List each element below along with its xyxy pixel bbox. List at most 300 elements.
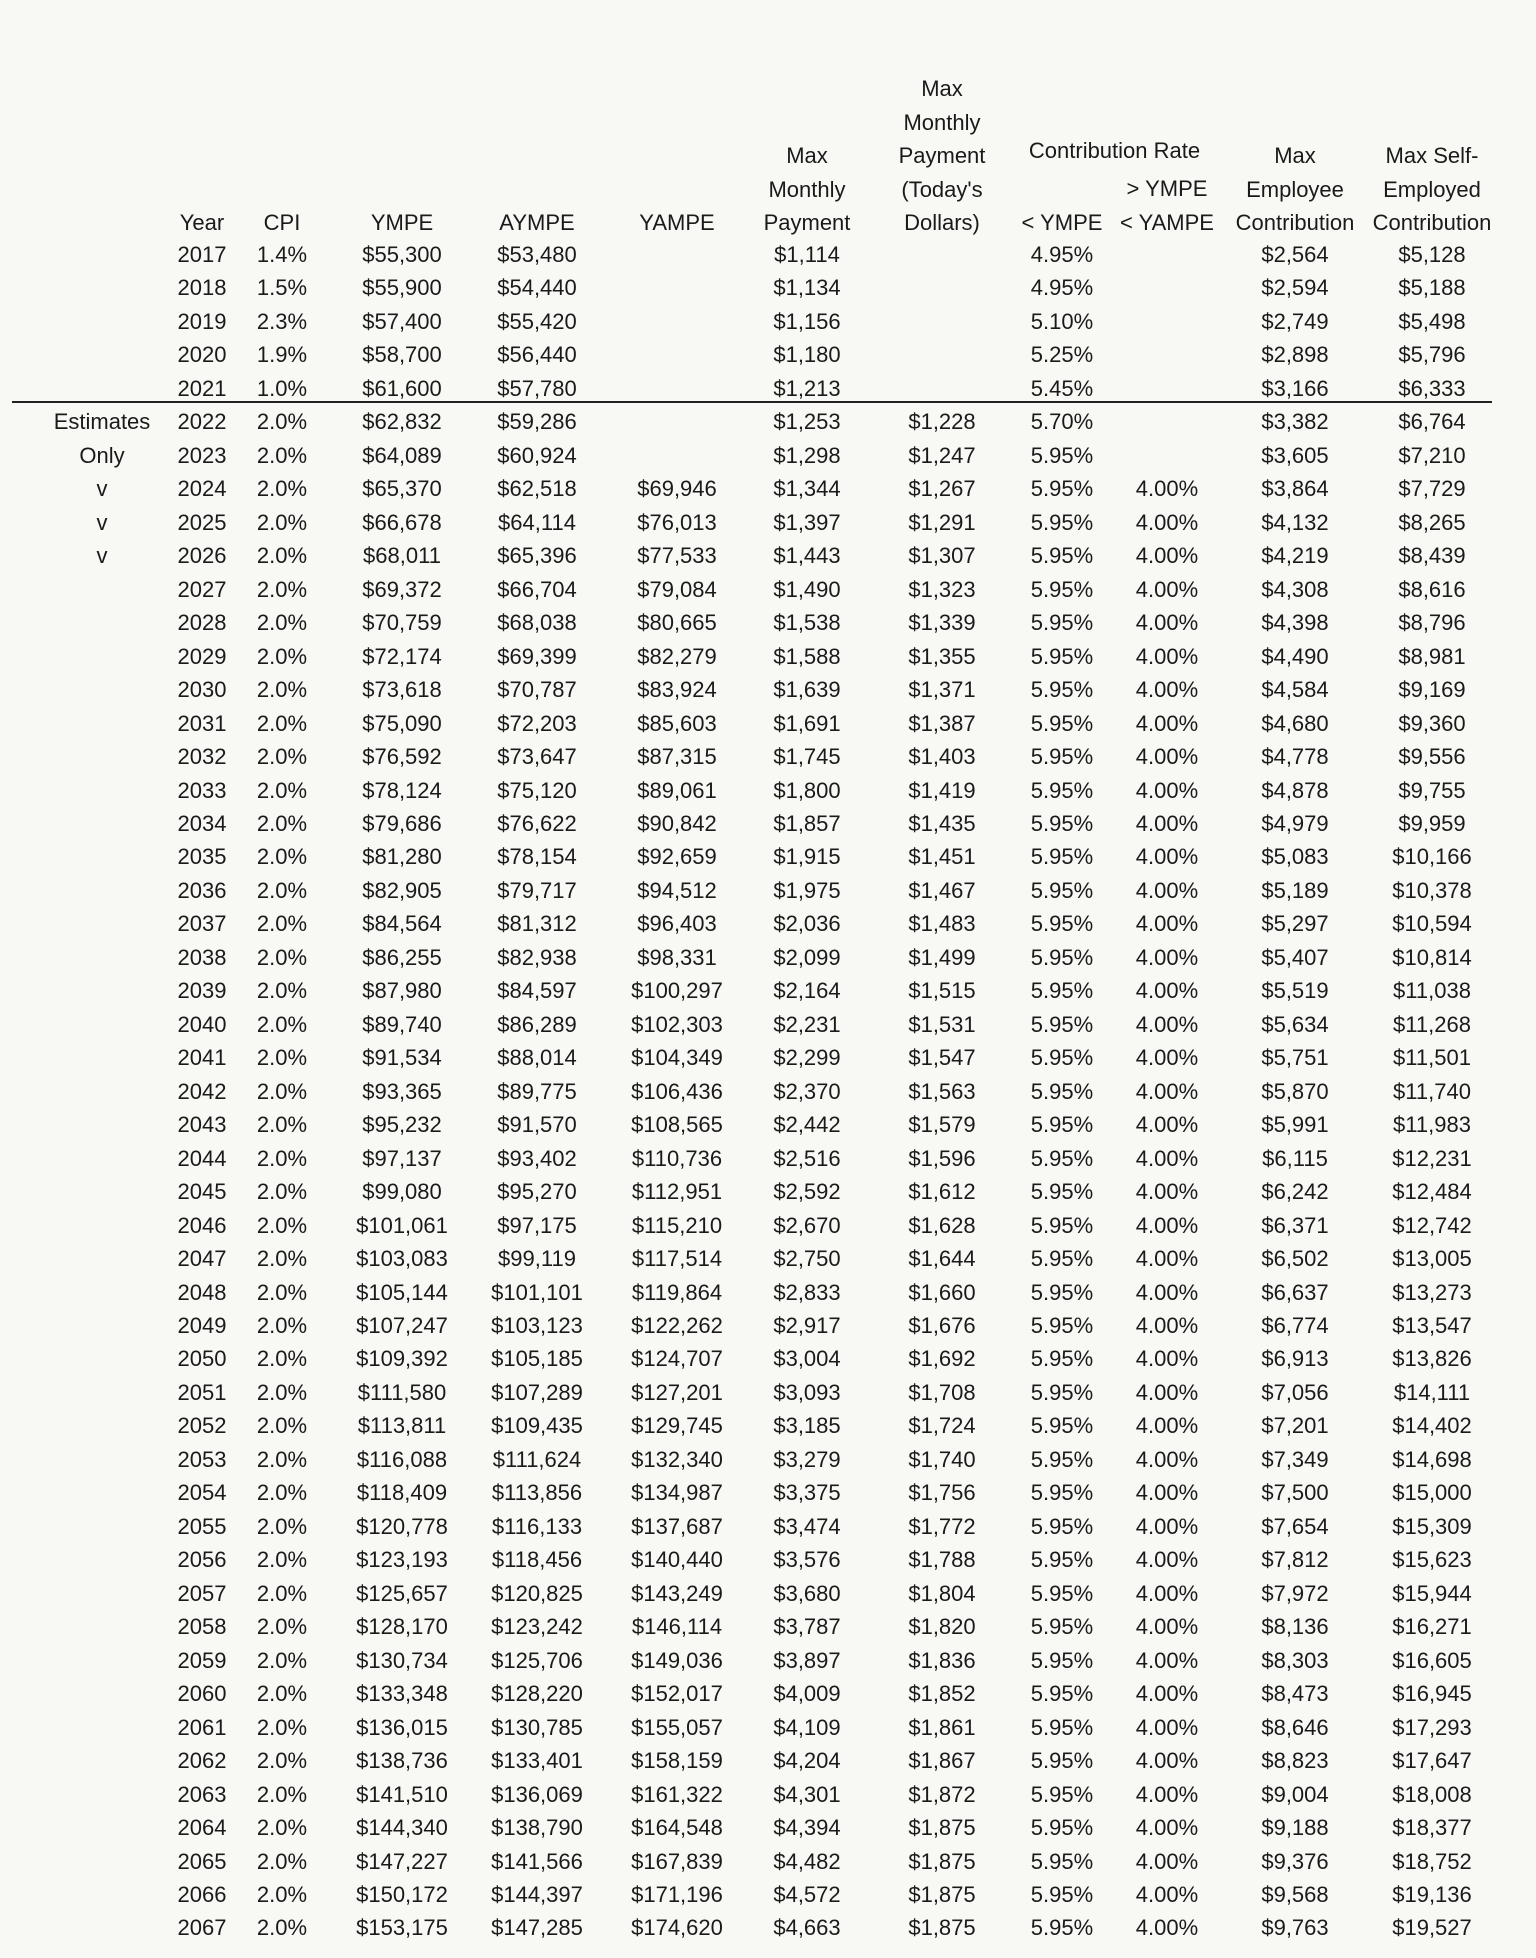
cell-rate-below-ympe: 5.95% <box>1030 777 1094 803</box>
cell-yampe: $174,620 <box>631 1915 723 1941</box>
cell-cpi: 2.0% <box>256 1647 308 1673</box>
cell-rate-below-ympe: 5.95% <box>1030 1112 1094 1138</box>
cell-max-self-employed-contribution: $18,008 <box>1392 1781 1472 1807</box>
table-row <box>12 372 1492 405</box>
cell-max-employee-contribution: $4,398 <box>1261 610 1329 636</box>
cell-max-self-employed-contribution: $9,959 <box>1398 810 1466 836</box>
cell-yampe: $137,687 <box>631 1513 723 1539</box>
cell-aympe: $75,120 <box>497 777 577 803</box>
cell-max-monthly-payment: $4,009 <box>773 1681 841 1707</box>
header-max-employee-line: Employee <box>1246 176 1344 202</box>
cell-max-monthly-payment-todays: $1,836 <box>908 1647 976 1673</box>
cell-year: 2033 <box>177 777 227 803</box>
cell-max-employee-contribution: $2,898 <box>1261 342 1329 368</box>
cell-aympe: $66,704 <box>497 576 577 602</box>
cell-year: 2038 <box>177 944 227 970</box>
cell-aympe: $133,401 <box>491 1748 583 1774</box>
cell-max-employee-contribution: $4,979 <box>1261 810 1329 836</box>
cell-max-monthly-payment-todays: $1,403 <box>908 744 976 770</box>
cell-max-monthly-payment-todays: $1,708 <box>908 1379 976 1405</box>
table-row <box>12 1108 1492 1141</box>
cell-max-employee-contribution: $2,564 <box>1261 242 1329 267</box>
cell-aympe: $136,069 <box>491 1781 583 1807</box>
cell-max-monthly-payment-todays: $1,467 <box>908 877 976 903</box>
cell-cpi: 2.0% <box>256 1513 308 1539</box>
cell-ympe: $76,592 <box>362 744 442 770</box>
cell-max-employee-contribution: $8,823 <box>1261 1748 1329 1774</box>
cell-rate-below-ympe: 5.95% <box>1030 1346 1094 1372</box>
cell-max-monthly-payment: $3,004 <box>773 1346 841 1372</box>
header-max-self-employed-line: Employed <box>1383 176 1481 202</box>
cell-aympe: $57,780 <box>497 375 577 401</box>
cell-max-monthly-payment-todays: $1,451 <box>908 844 976 870</box>
cell-rate-below-ympe: 5.95% <box>1030 1246 1094 1272</box>
cell-rate-between-ympe-yampe: 4.00% <box>1135 1078 1199 1104</box>
cell-ympe: $128,170 <box>356 1614 448 1640</box>
cell-cpi: 1.5% <box>256 275 308 301</box>
cell-rate-below-ympe: 5.95% <box>1030 1915 1094 1941</box>
cell-cpi: 2.0% <box>256 476 308 502</box>
cell-year: 2039 <box>177 978 227 1004</box>
cell-max-monthly-payment: $3,474 <box>773 1513 841 1539</box>
cell-rate-below-ympe: 5.95% <box>1030 1212 1094 1238</box>
header-max-self-employed-line: Contribution <box>1372 210 1492 236</box>
table-row <box>12 1008 1492 1041</box>
cell-ympe: $70,759 <box>362 610 442 636</box>
cell-year: 2063 <box>177 1781 227 1807</box>
cell-max-employee-contribution: $4,308 <box>1261 576 1329 602</box>
cell-max-self-employed-contribution: $10,814 <box>1392 944 1472 970</box>
cell-max-monthly-payment: $1,443 <box>773 543 841 569</box>
cell-year: 2054 <box>177 1480 227 1506</box>
cell-yampe: $164,548 <box>631 1815 723 1841</box>
table-row <box>12 1711 1492 1744</box>
cell-year: 2031 <box>177 710 227 736</box>
cell-aympe: $95,270 <box>497 1179 577 1205</box>
cell-aympe: $84,597 <box>497 978 577 1004</box>
cell-aympe: $144,397 <box>491 1881 583 1907</box>
cell-ympe: $86,255 <box>362 944 442 970</box>
cell-cpi: 2.0% <box>256 1279 308 1305</box>
cell-cpi: 2.0% <box>256 1246 308 1272</box>
cell-cpi: 1.4% <box>256 242 308 267</box>
cell-cpi: 2.0% <box>256 509 308 535</box>
cell-ympe: $82,905 <box>362 877 442 903</box>
cell-max-employee-contribution: $7,654 <box>1261 1513 1329 1539</box>
cell-max-monthly-payment: $2,036 <box>773 911 841 937</box>
header-cpi: CPI <box>263 210 301 235</box>
cell-year: 2041 <box>177 1045 227 1071</box>
cell-cpi: 2.0% <box>256 409 308 435</box>
cell-max-self-employed-contribution: $5,796 <box>1398 342 1466 368</box>
cell-cpi: 2.0% <box>256 710 308 736</box>
cell-cpi: 2.0% <box>256 1313 308 1338</box>
cell-rate-between-ympe-yampe <box>1102 305 1232 338</box>
cell-ympe: $107,247 <box>356 1313 448 1338</box>
cell-yampe: $89,061 <box>637 777 717 803</box>
cell-max-monthly-payment: $1,298 <box>773 442 841 468</box>
header-max-monthly-payment-line: Monthly <box>768 176 846 202</box>
cell-max-employee-contribution: $7,972 <box>1261 1580 1329 1606</box>
cell-cpi: 1.9% <box>256 342 308 368</box>
estimates-note: v <box>96 543 108 569</box>
cell-max-employee-contribution: $7,349 <box>1261 1446 1329 1472</box>
table-row <box>12 1175 1492 1208</box>
cell-ympe: $78,124 <box>362 777 442 803</box>
cell-max-self-employed-contribution: $15,309 <box>1392 1513 1472 1539</box>
cell-ympe: $111,580 <box>357 1379 447 1405</box>
cell-max-employee-contribution: $6,502 <box>1261 1246 1329 1272</box>
cell-max-monthly-payment: $1,800 <box>773 777 841 803</box>
cell-max-monthly-payment: $4,663 <box>773 1915 841 1941</box>
cell-rate-below-ympe: 5.95% <box>1030 1881 1094 1907</box>
cell-rate-between-ympe-yampe: 4.00% <box>1135 1446 1199 1472</box>
header-max-self-employed-contribution <box>1357 139 1507 240</box>
cell-rate-below-ympe: 5.95% <box>1030 744 1094 770</box>
cell-aympe: $65,396 <box>497 543 577 569</box>
cell-max-monthly-payment-todays: $1,435 <box>908 810 976 836</box>
cell-max-employee-contribution: $3,605 <box>1261 442 1329 468</box>
cell-rate-below-ympe: 5.70% <box>1030 409 1094 435</box>
header-rate-below-ympe: < YMPE <box>1021 210 1103 235</box>
cell-ympe: $73,618 <box>362 677 442 703</box>
cell-rate-between-ympe-yampe: 4.00% <box>1135 1547 1199 1573</box>
cell-aympe: $86,289 <box>497 1011 577 1037</box>
cell-year: 2044 <box>177 1145 227 1171</box>
cell-max-self-employed-contribution: $10,378 <box>1392 877 1472 903</box>
cell-rate-between-ympe-yampe: 4.00% <box>1135 844 1199 870</box>
cell-max-self-employed-contribution: $10,594 <box>1392 911 1472 937</box>
cell-rate-below-ympe: 5.95% <box>1030 810 1094 836</box>
cell-yampe: $127,201 <box>631 1379 723 1405</box>
cell-yampe: $87,315 <box>637 744 717 770</box>
cell-ympe: $91,534 <box>362 1045 442 1071</box>
table-body <box>12 238 1492 1945</box>
cell-rate-between-ympe-yampe: 4.00% <box>1135 610 1199 636</box>
cell-cpi: 2.0% <box>256 1413 308 1439</box>
cell-aympe: $88,014 <box>497 1045 577 1071</box>
header-todays-dollars-line: (Today's <box>901 176 983 202</box>
cell-max-self-employed-contribution: $10,166 <box>1392 844 1472 870</box>
cell-yampe: $129,745 <box>631 1413 723 1439</box>
cell-max-employee-contribution: $6,115 <box>1262 1145 1328 1171</box>
cell-rate-below-ympe: 5.95% <box>1030 1413 1094 1439</box>
cell-aympe: $55,420 <box>497 308 577 334</box>
cell-year: 2040 <box>177 1011 227 1037</box>
table-row <box>12 1878 1492 1911</box>
estimates-note: v <box>96 476 108 502</box>
cell-ympe: $87,980 <box>362 978 442 1004</box>
cell-cpi: 2.0% <box>256 1011 308 1037</box>
header-max-employee-contribution <box>1220 139 1370 240</box>
cell-max-monthly-payment: $1,213 <box>773 375 841 401</box>
cell-aympe: $72,203 <box>497 710 577 736</box>
cell-yampe: $100,297 <box>631 978 723 1004</box>
cell-max-monthly-payment-todays: $1,228 <box>908 409 976 435</box>
table-row <box>12 1342 1492 1375</box>
cell-ympe: $95,232 <box>362 1112 442 1138</box>
cell-max-employee-contribution: $9,763 <box>1261 1915 1329 1941</box>
cell-year: 2018 <box>177 275 227 301</box>
cell-max-monthly-payment-todays: $1,612 <box>908 1179 976 1205</box>
cell-max-monthly-payment: $1,745 <box>773 744 841 770</box>
cell-ympe: $66,678 <box>362 509 442 535</box>
cell-yampe: $167,839 <box>631 1848 723 1874</box>
cell-rate-below-ympe: 5.95% <box>1030 1145 1094 1171</box>
cell-rate-below-ympe: 5.45% <box>1030 375 1094 401</box>
cell-rate-between-ympe-yampe: 4.00% <box>1135 877 1199 903</box>
cell-year: 2048 <box>177 1279 227 1305</box>
cell-cpi: 2.0% <box>256 1915 308 1941</box>
cell-ympe: $62,832 <box>362 409 442 435</box>
cell-yampe: $152,017 <box>631 1681 723 1707</box>
cell-max-self-employed-contribution: $11,983 <box>1393 1112 1471 1138</box>
cell-aympe: $118,456 <box>491 1547 583 1573</box>
cell-rate-below-ympe: 5.95% <box>1030 911 1094 937</box>
cell-aympe: $120,825 <box>491 1580 583 1606</box>
cell-max-monthly-payment-todays: $1,371 <box>908 677 976 703</box>
cell-max-employee-contribution: $5,083 <box>1261 844 1329 870</box>
cell-year: 2037 <box>177 911 227 937</box>
cell-yampe: $134,987 <box>631 1480 723 1506</box>
cell-max-monthly-payment: $3,185 <box>773 1413 841 1439</box>
cell-aympe: $101,101 <box>491 1279 583 1305</box>
cell-max-monthly-payment-todays: $1,676 <box>908 1313 976 1338</box>
cell-cpi: 2.0% <box>256 1145 308 1171</box>
cell-rate-below-ympe: 4.95% <box>1030 275 1094 301</box>
cell-aympe: $70,787 <box>497 677 577 703</box>
cell-aympe: $107,289 <box>491 1379 583 1405</box>
cell-rate-below-ympe: 5.10% <box>1030 308 1094 334</box>
cell-max-monthly-payment-todays: $1,483 <box>908 911 976 937</box>
cell-max-self-employed-contribution: $18,752 <box>1392 1848 1472 1874</box>
cell-rate-below-ympe: 5.95% <box>1030 1748 1094 1774</box>
cell-ympe: $113,811 <box>357 1413 447 1439</box>
cell-ympe: $69,372 <box>362 576 442 602</box>
cell-max-self-employed-contribution: $8,796 <box>1398 610 1466 636</box>
cell-yampe: $143,249 <box>631 1580 723 1606</box>
cell-max-monthly-payment-todays: $1,772 <box>908 1513 976 1539</box>
table-row <box>12 439 1492 472</box>
cell-year: 2023 <box>177 442 227 468</box>
cell-max-employee-contribution: $7,500 <box>1261 1480 1329 1506</box>
cell-max-monthly-payment-todays: $1,875 <box>908 1881 976 1907</box>
cell-max-self-employed-contribution: $16,271 <box>1392 1614 1472 1640</box>
cell-rate-below-ympe: 5.95% <box>1030 710 1094 736</box>
cell-max-self-employed-contribution: $13,826 <box>1392 1346 1472 1372</box>
cell-max-employee-contribution: $8,646 <box>1261 1714 1329 1740</box>
cell-max-monthly-payment-todays: $1,355 <box>908 643 976 669</box>
cell-max-monthly-payment: $2,231 <box>773 1011 841 1037</box>
cell-max-monthly-payment: $4,572 <box>773 1881 841 1907</box>
cell-rate-between-ympe-yampe: 4.00% <box>1135 1781 1199 1807</box>
cell-max-monthly-payment: $3,279 <box>773 1446 841 1472</box>
cell-ympe: $136,015 <box>356 1714 448 1740</box>
cell-rate-below-ympe: 5.95% <box>1030 610 1094 636</box>
cell-max-monthly-payment-todays: $1,419 <box>908 777 976 803</box>
cell-max-monthly-payment: $2,164 <box>773 978 841 1004</box>
cell-year: 2042 <box>177 1078 227 1104</box>
cell-yampe: $171,196 <box>631 1881 723 1907</box>
cell-max-self-employed-contribution: $18,377 <box>1392 1815 1472 1841</box>
header-max-self-employed-line: Max Self- <box>1385 143 1479 168</box>
cell-yampe: $83,924 <box>637 677 717 703</box>
cell-rate-between-ympe-yampe: 4.00% <box>1135 1748 1199 1774</box>
cell-rate-below-ympe: 5.95% <box>1030 1815 1094 1841</box>
cell-year: 2029 <box>177 643 227 669</box>
cell-year: 2057 <box>177 1580 227 1606</box>
cell-aympe: $53,480 <box>497 242 577 267</box>
cell-max-monthly-payment-todays: $1,872 <box>908 1781 976 1807</box>
cell-rate-below-ympe: 4.95% <box>1030 242 1094 267</box>
cell-max-monthly-payment: $3,375 <box>773 1480 841 1506</box>
header-ympe: YMPE <box>370 210 434 235</box>
header-yampe: YAMPE <box>639 210 715 235</box>
cell-rate-between-ympe-yampe: 4.00% <box>1135 476 1199 502</box>
cell-rate-between-ympe-yampe: 4.00% <box>1135 1011 1199 1037</box>
cell-max-monthly-payment-todays: $1,692 <box>908 1346 976 1372</box>
cell-ympe: $147,227 <box>356 1848 448 1874</box>
table-row <box>12 673 1492 706</box>
cell-max-monthly-payment-todays: $1,875 <box>908 1915 976 1941</box>
cell-year: 2046 <box>177 1212 227 1238</box>
cell-cpi: 2.0% <box>256 877 308 903</box>
cell-yampe: $82,279 <box>637 643 717 669</box>
cell-rate-between-ympe-yampe <box>1102 372 1232 405</box>
cell-max-monthly-payment-todays: $1,547 <box>908 1045 976 1071</box>
cell-yampe: $110,736 <box>631 1145 723 1171</box>
cell-rate-below-ympe: 5.95% <box>1030 643 1094 669</box>
cell-ympe: $118,409 <box>356 1480 448 1506</box>
cell-rate-between-ympe-yampe: 4.00% <box>1135 1379 1199 1405</box>
cell-max-self-employed-contribution: $11,268 <box>1393 1011 1471 1037</box>
cell-year: 2032 <box>177 744 227 770</box>
table-row <box>12 707 1492 740</box>
estimates-note: Estimates <box>53 409 151 435</box>
cell-ympe: $64,089 <box>362 442 442 468</box>
table-row <box>12 1543 1492 1576</box>
cell-max-self-employed-contribution: $9,755 <box>1398 777 1466 803</box>
table-row <box>12 1309 1492 1342</box>
table-row <box>12 1911 1492 1944</box>
cell-ympe: $58,700 <box>362 342 442 368</box>
table-row <box>12 1242 1492 1275</box>
cell-aympe: $82,938 <box>497 944 577 970</box>
cell-cpi: 2.0% <box>256 643 308 669</box>
cell-rate-between-ympe-yampe <box>1102 439 1232 472</box>
cell-aympe: $125,706 <box>491 1647 583 1673</box>
cell-aympe: $123,242 <box>491 1614 583 1640</box>
cell-max-monthly-payment-todays: $1,644 <box>908 1246 976 1272</box>
cell-rate-between-ympe-yampe <box>1102 338 1232 371</box>
table-row <box>12 338 1492 371</box>
cell-rate-between-ympe-yampe: 4.00% <box>1135 1815 1199 1841</box>
cell-rate-between-ympe-yampe: 4.00% <box>1135 944 1199 970</box>
cell-yampe: $132,340 <box>631 1446 723 1472</box>
cell-max-self-employed-contribution: $15,000 <box>1392 1480 1472 1506</box>
cell-max-monthly-payment: $1,588 <box>773 643 841 669</box>
cell-rate-between-ympe-yampe: 4.00% <box>1135 677 1199 703</box>
cell-max-self-employed-contribution: $13,005 <box>1392 1246 1472 1272</box>
cell-max-monthly-payment: $3,576 <box>773 1547 841 1573</box>
cell-yampe: $140,440 <box>631 1547 723 1573</box>
cell-max-monthly-payment-todays: $1,291 <box>908 509 976 535</box>
cell-ympe: $123,193 <box>356 1547 448 1573</box>
header-max-monthly-payment-line: Payment <box>763 210 851 236</box>
cell-rate-between-ympe-yampe: 4.00% <box>1135 1513 1199 1539</box>
cell-max-self-employed-contribution: $5,498 <box>1398 308 1466 334</box>
cell-rate-between-ympe-yampe: 4.00% <box>1135 576 1199 602</box>
table-row <box>12 1644 1492 1677</box>
cell-rate-below-ympe: 5.95% <box>1030 1681 1094 1707</box>
cell-yampe: $80,665 <box>637 610 717 636</box>
cell-ympe: $101,061 <box>356 1212 448 1238</box>
cell-max-self-employed-contribution: $8,439 <box>1398 543 1466 569</box>
cell-year: 2030 <box>177 677 227 703</box>
cell-max-self-employed-contribution: $14,402 <box>1392 1413 1472 1439</box>
table-row <box>12 807 1492 840</box>
cell-max-self-employed-contribution: $8,981 <box>1398 643 1466 669</box>
table-row <box>12 1075 1492 1108</box>
cell-max-monthly-payment: $1,857 <box>773 810 841 836</box>
cell-aympe: $89,775 <box>497 1078 577 1104</box>
cell-max-employee-contribution: $5,407 <box>1261 944 1329 970</box>
cell-ympe: $55,300 <box>362 242 442 267</box>
cell-max-monthly-payment-todays: $1,724 <box>908 1413 976 1439</box>
cell-max-self-employed-contribution: $17,293 <box>1392 1714 1472 1740</box>
header-rate-between-line: > YMPE <box>1126 176 1208 201</box>
cell-rate-below-ympe: 5.95% <box>1030 1513 1094 1539</box>
cell-cpi: 2.0% <box>256 911 308 937</box>
cell-max-monthly-payment-todays: $1,387 <box>908 710 976 736</box>
header-rate-between-ympe-yampe <box>1102 172 1232 239</box>
cell-rate-between-ympe-yampe: 4.00% <box>1135 1246 1199 1272</box>
cell-cpi: 2.0% <box>256 1848 308 1874</box>
cell-cpi: 2.0% <box>256 1045 308 1071</box>
cell-yampe: $102,303 <box>631 1011 723 1037</box>
cell-yampe: $108,565 <box>631 1112 723 1138</box>
cell-max-monthly-payment-todays: $1,867 <box>908 1748 976 1774</box>
cell-yampe: $115,210 <box>631 1212 723 1238</box>
cell-year: 2056 <box>177 1547 227 1573</box>
cell-aympe: $62,518 <box>497 476 577 502</box>
cell-max-employee-contribution: $4,219 <box>1261 543 1329 569</box>
cell-ympe: $144,340 <box>356 1815 448 1841</box>
cell-year: 2027 <box>177 576 227 602</box>
cell-max-self-employed-contribution: $19,527 <box>1392 1915 1472 1941</box>
cell-rate-between-ympe-yampe: 4.00% <box>1135 1112 1199 1138</box>
table-row <box>12 907 1492 940</box>
cell-year: 2028 <box>177 610 227 636</box>
cell-max-monthly-payment: $1,156 <box>773 308 841 334</box>
cell-ympe: $84,564 <box>362 911 442 937</box>
cell-rate-between-ympe-yampe: 4.00% <box>1135 1313 1199 1338</box>
cell-rate-below-ympe: 5.95% <box>1030 576 1094 602</box>
cell-ympe: $105,144 <box>356 1279 448 1305</box>
cell-rate-between-ympe-yampe: 4.00% <box>1135 1881 1199 1907</box>
cell-max-self-employed-contribution: $13,273 <box>1392 1279 1472 1305</box>
cell-ympe: $125,657 <box>356 1580 448 1606</box>
cell-max-monthly-payment: $1,490 <box>773 576 841 602</box>
cell-year: 2059 <box>177 1647 227 1673</box>
cell-max-monthly-payment: $2,833 <box>773 1279 841 1305</box>
cell-max-self-employed-contribution: $16,605 <box>1392 1647 1472 1673</box>
cell-cpi: 2.0% <box>256 677 308 703</box>
cell-max-employee-contribution: $3,864 <box>1261 476 1329 502</box>
cell-rate-between-ympe-yampe: 4.00% <box>1135 911 1199 937</box>
cell-max-monthly-payment-todays: $1,499 <box>908 944 976 970</box>
cell-rate-below-ympe: 5.95% <box>1030 677 1094 703</box>
